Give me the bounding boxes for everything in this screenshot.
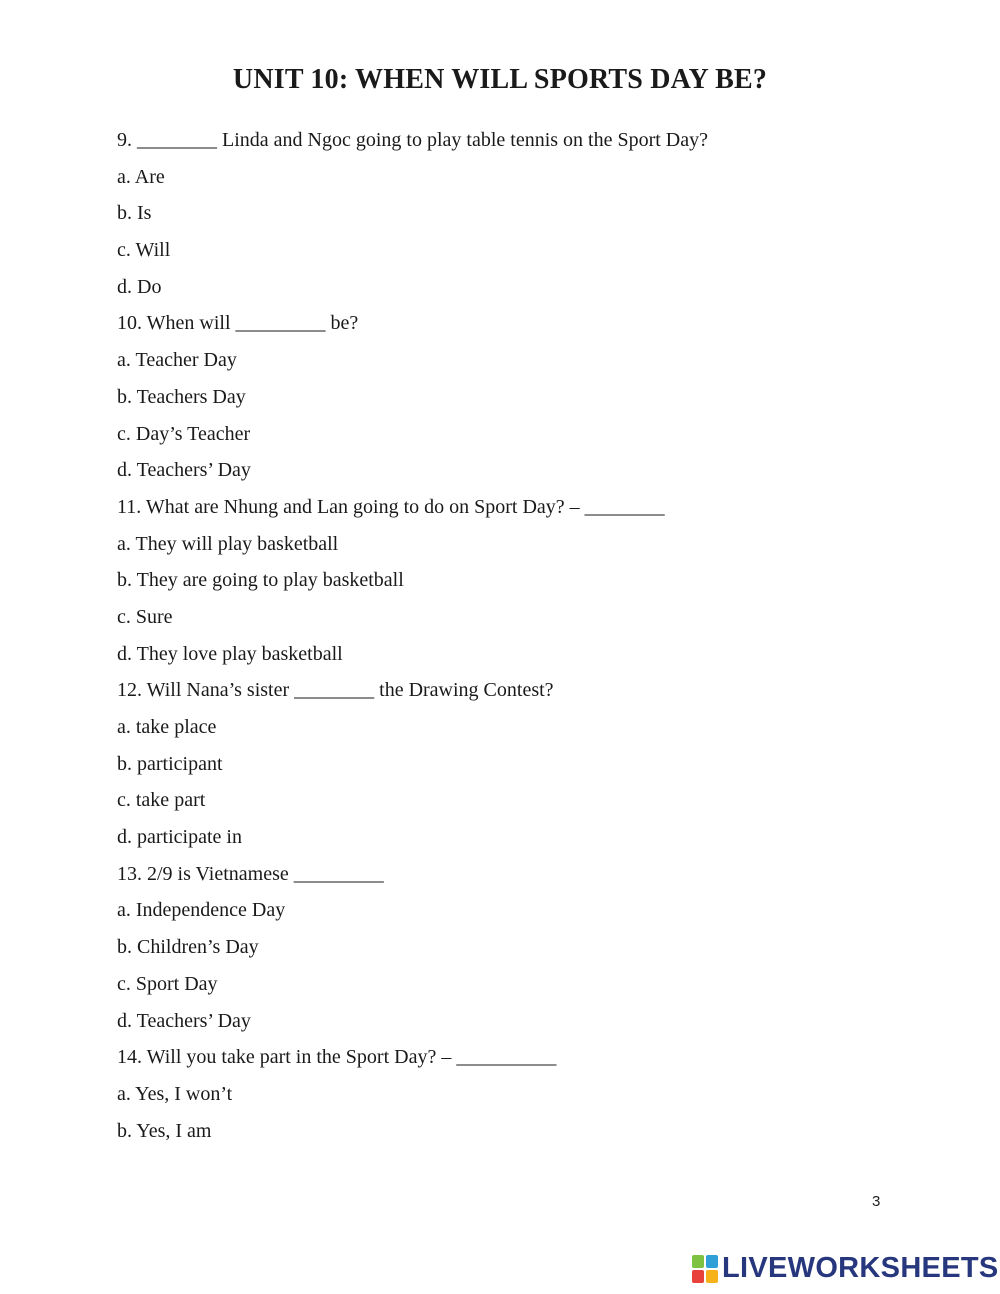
liveworksheets-logo-icon (692, 1255, 718, 1283)
question-14: 14. Will you take part in the Sport Day? – __________ (117, 1046, 557, 1069)
question-list (117, 125, 708, 1152)
option-9-d: d. Do (117, 275, 162, 298)
option-9-a: a. Are (117, 165, 165, 188)
option-10-a: a. Teacher Day (117, 349, 237, 372)
option-11-d: d. They love play basketball (117, 642, 343, 665)
question-10: 10. When will _________ be? (117, 312, 359, 335)
option-9-c: c. Will (117, 239, 171, 262)
option-13-d: d. Teachers’ Day (117, 1009, 251, 1032)
liveworksheets-brand (692, 1252, 999, 1285)
option-11-c: c. Sure (117, 605, 173, 628)
page-title: UNIT 10: WHEN WILL SPORTS DAY BE? (232, 64, 768, 95)
option-14-a: a. Yes, I won’t (117, 1082, 233, 1105)
logo-square-icon (692, 1270, 704, 1283)
option-11-b: b. They are going to play basketball (117, 569, 404, 592)
question-13: 13. 2/9 is Vietnamese _________ (117, 862, 384, 885)
brand-wordmark: LIVEWORKSHEETS (722, 1252, 999, 1284)
option-12-d: d. participate in (117, 826, 242, 849)
question-11: 11. What are Nhung and Lan going to do on Sport Day? – ________ (117, 495, 665, 518)
option-12-c: c. take part (117, 789, 206, 812)
question-12: 12. Will Nana’s sister ________ the Drawing Contest? (117, 679, 554, 702)
logo-square-icon (706, 1255, 718, 1268)
option-14-b: b. Yes, I am (117, 1119, 212, 1142)
option-13-a: a. Independence Day (117, 899, 286, 922)
option-10-b: b. Teachers Day (117, 385, 246, 408)
option-11-a: a. They will play basketball (117, 532, 339, 555)
logo-square-icon (706, 1270, 718, 1283)
option-10-d: d. Teachers’ Day (117, 459, 251, 482)
option-13-c: c. Sport Day (117, 972, 218, 995)
question-9: 9. ________ Linda and Ngoc going to play table tennis on the Sport Day? (117, 129, 709, 151)
option-12-b: b. participant (117, 752, 223, 775)
option-13-b: b. Children’s Day (117, 936, 259, 959)
option-9-b: b. Is (117, 202, 152, 225)
option-12-a: a. take place (117, 716, 217, 738)
logo-square-icon (692, 1255, 704, 1268)
option-10-c: c. Day’s Teacher (117, 422, 251, 445)
page-number: 3 (872, 1193, 881, 1210)
